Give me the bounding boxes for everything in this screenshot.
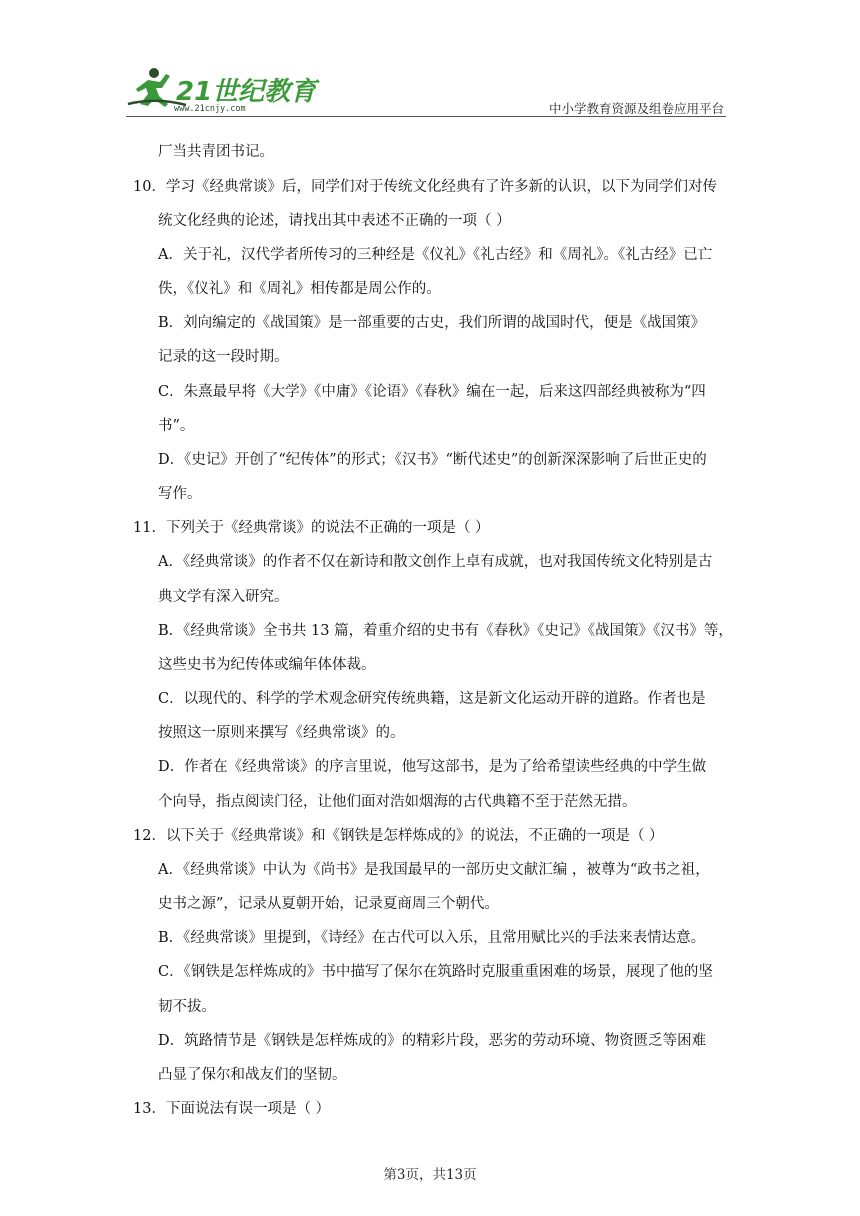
option-11-b: B．《经典常谈》全书共 13 篇，着重介绍的史书有《春秋》《史记》《战国策》《汉书》等，: [158, 623, 733, 639]
option-11-c: C．以现代的、科学的学术观念研究传统典籍，这是新文化运动开辟的道路。作者也是: [158, 691, 706, 707]
option-10-c: C．朱熹最早将《大学》《中庸》《论语》《春秋》编在一起，后来这四部经典被称为“四: [158, 384, 706, 400]
option-11-a: A．《经典常谈》的作者不仅在新诗和散文创作上卓有成就，也对我国传统文化特别是古: [158, 554, 713, 570]
option-10-b: B．刘向编定的《战国策》是一部重要的古史，我们所谓的战国时代，便是《战国策》: [158, 315, 706, 331]
option-12-d: D．筑路情节是《钢铁是怎样炼成的》的精彩片段，恶劣的劳动环境、物资匮乏等困难: [158, 1033, 707, 1049]
option-10-b-cont: 记录的这一段时期。: [158, 349, 289, 365]
question-10-stem-cont: 统文化经典的论述，请找出其中表述不正确的一项（ ）: [158, 213, 511, 229]
svg-text:www.21cnjy.com: www.21cnjy.com: [174, 104, 246, 114]
option-11-d: D．作者在《经典常谈》的序言里说，他写这部书，是为了给希望读些经典的中学生做: [158, 759, 707, 775]
question-13-stem: 13．下面说法有误一项是（ ）: [133, 1101, 331, 1117]
option-10-a-cont: 佚，《仪礼》和《周礼》相传都是周公作的。: [158, 281, 441, 297]
option-12-c-cont: 韧不拔。: [158, 999, 216, 1015]
page-header: [126, 64, 726, 118]
option-12-a-cont: 史书之源”，记录从夏朝开始，记录夏商周三个朝代。: [158, 896, 499, 912]
option-10-a: A．关于礼，汉代学者所传习的三种经是《仪礼》《礼古经》和《周礼》。《礼古经》已亡: [158, 247, 713, 263]
option-12-c: C．《钢铁是怎样炼成的》书中描写了保尔在筑路时克服重重困难的场景，展现了他的坚: [158, 964, 713, 980]
logo: [126, 64, 326, 114]
page-footer: 第3页，共13页: [383, 1167, 477, 1183]
question-10-stem: 10．学习《经典常谈》后，同学们对于传统文化经典有了许多新的认识，以下为同学们对传: [133, 179, 717, 195]
question-12-stem: 12．以下关于《经典常谈》和《钢铁是怎样炼成的》的说法，不正确的一项是（ ）: [133, 828, 664, 844]
platform-name: 中小学教育资源及组卷应用平台: [548, 101, 724, 116]
header-divider: [126, 116, 726, 117]
svg-text:21世纪教育: 21世纪教育: [176, 77, 317, 107]
option-10-d: D．《史记》开创了“纪传体”的形式；《汉书》“断代述史”的创新深深影响了后世正史的: [158, 452, 707, 468]
option-12-b: B．《经典常谈》里提到，《诗经》在古代可以入乐，且常用赋比兴的手法来表情达意。: [158, 930, 706, 946]
option-11-c-cont: 按照这一原则来撰写《经典常谈》的。: [158, 725, 405, 741]
runner-logo-icon: [126, 64, 326, 114]
option-12-a: A．《经典常谈》中认为《尚书》是我国最早的一部历史文献汇编 ，被尊为“政书之祖，: [158, 862, 710, 878]
text-line: 厂当共青团书记。: [158, 144, 274, 160]
option-10-c-cont: 书”。: [158, 418, 195, 434]
option-11-a-cont: 典文学有深入研究。: [158, 589, 289, 605]
option-11-d-cont: 个向导，指点阅读门径，让他们面对浩如烟海的古代典籍不至于茫然无措。: [158, 794, 637, 810]
option-11-b-cont: 这些史书为纪传体或编年体体裁。: [158, 657, 376, 673]
question-11-stem: 11．下列关于《经典常谈》的说法不正确的一项是（ ）: [133, 520, 490, 536]
option-12-d-cont: 凸显了保尔和战友们的坚韧。: [158, 1067, 347, 1083]
option-10-d-cont: 写作。: [158, 486, 202, 502]
